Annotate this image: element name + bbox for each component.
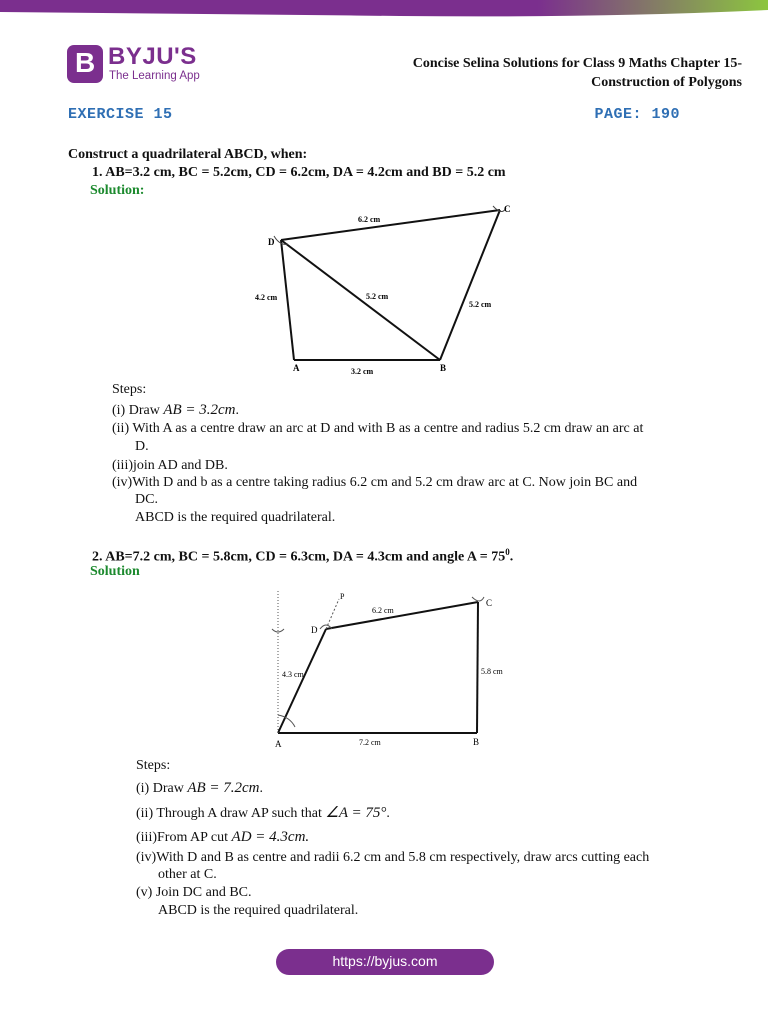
- q2-figure: [268, 585, 518, 755]
- q1-label-ab: 3.2 cm: [351, 367, 374, 376]
- logo-badge: [67, 45, 103, 83]
- q1-label-b: B: [440, 363, 447, 373]
- q1-step-4-line1: (iv)With D and b as a centre taking radius 6.2 cm and 5.2 cm draw arc at C. Now join BC and: [112, 475, 638, 490]
- footer-url-text[interactable]: https://byjus.com: [332, 953, 438, 969]
- q1-question: 1. AB=3.2 cm, BC = 5.2cm, CD = 6.2cm, DA = 4.2cm and BD = 5.2 cm: [92, 165, 506, 180]
- q2-label-p: P: [340, 592, 345, 601]
- q1-step-2-line2: D.: [135, 439, 149, 454]
- q2-side-cd: [326, 602, 478, 629]
- q2-step-1: (i) Draw AB = 7.2cm.: [136, 780, 263, 796]
- q1-step-1-formula: AB = 3.2cm: [163, 402, 236, 418]
- intro-text: Construct a quadrilateral ABCD, when:: [68, 147, 308, 162]
- q1-label-bd: 5.2 cm: [366, 292, 389, 301]
- page-number: PAGE: 190: [594, 106, 680, 123]
- logo-tagline: The Learning App: [109, 70, 200, 82]
- q2-step-1-formula: AB = 7.2cm: [187, 780, 260, 796]
- header-gradient-bar: [0, 0, 768, 18]
- q1-step-3: (iii)join AD and DB.: [112, 458, 228, 473]
- q2-step-3-formula: AD = 4.3cm.: [231, 829, 310, 845]
- q2-label-bc: 5.8 cm: [481, 667, 503, 676]
- q2-label-a: A: [275, 739, 282, 749]
- q2-ray-ap: [326, 599, 339, 629]
- q1-diagonal-bd: [281, 240, 440, 360]
- q2-side-bc: [477, 602, 478, 733]
- q2-step-4-line1: (iv)With D and B as centre and radii 6.2 cm and 5.8 cm respectively, draw arcs cutting each: [136, 850, 650, 865]
- q2-conclusion: ABCD is the required quadrilateral.: [158, 903, 359, 918]
- q2-step-3: (iii)From AP cut AD = 4.3cm.: [136, 829, 310, 845]
- q2-label-c: C: [486, 598, 493, 608]
- q2-solution-label: Solution: [90, 564, 140, 579]
- q1-label-cd: 6.2 cm: [358, 215, 381, 224]
- q1-solution-label: Solution:: [90, 183, 145, 198]
- q2-steps-label: Steps:: [136, 758, 171, 773]
- q2-label-ab: 7.2 cm: [359, 738, 381, 747]
- footer-url-button[interactable]: [276, 949, 494, 975]
- q2-question: 2. AB=7.2 cm, BC = 5.8cm, CD = 6.3cm, DA = 4.3cm and angle $A = 75^0$.: [92, 547, 514, 565]
- logo-name: BYJU'S: [108, 43, 197, 70]
- q1-steps-label: Steps:: [112, 382, 147, 397]
- q1-figure: [250, 200, 520, 380]
- q2-step-5: (v) Join DC and BC.: [136, 885, 252, 900]
- q1-label-bc: 5.2 cm: [469, 300, 492, 309]
- exercise-heading: EXERCISE 15: [68, 106, 173, 123]
- q2-label-d: D: [311, 625, 318, 635]
- q1-step-4-line2: DC.: [135, 492, 158, 507]
- q1-side-bc: [440, 210, 500, 360]
- q1-label-a: A: [293, 363, 300, 373]
- q1-step-2-line1: (ii) With A as a centre draw an arc at D and with B as a centre and radius 5.2 cm draw an arc at: [112, 421, 644, 436]
- q1-label-da: 4.2 cm: [255, 293, 278, 302]
- q1-side-cd: [281, 210, 500, 240]
- byjus-logo: [67, 45, 207, 87]
- q2-label-da: 4.3 cm: [282, 670, 304, 679]
- logo-letter: B: [75, 47, 96, 78]
- q2-step-2-formula: ∠A = 75°: [325, 805, 387, 821]
- q2-step-4-line2: other at C.: [158, 867, 217, 882]
- q1-label-c: C: [504, 204, 511, 214]
- q2-step-2: (ii) Through A draw AP such that ∠A = 75°.: [136, 805, 390, 821]
- q1-conclusion: ABCD is the required quadrilateral.: [135, 510, 336, 525]
- q2-arc-c: [472, 597, 484, 601]
- q1-label-d: D: [268, 237, 275, 247]
- q1-step-1: (i) Draw AB = 3.2cm.: [112, 402, 239, 418]
- q2-label-cd: 6.2 cm: [372, 606, 394, 615]
- q1-side-da: [281, 240, 294, 360]
- document-title: Concise Selina Solutions for Class 9 Maths Chapter 15- Construction of Polygons: [412, 56, 742, 90]
- q2-label-b: B: [473, 737, 480, 747]
